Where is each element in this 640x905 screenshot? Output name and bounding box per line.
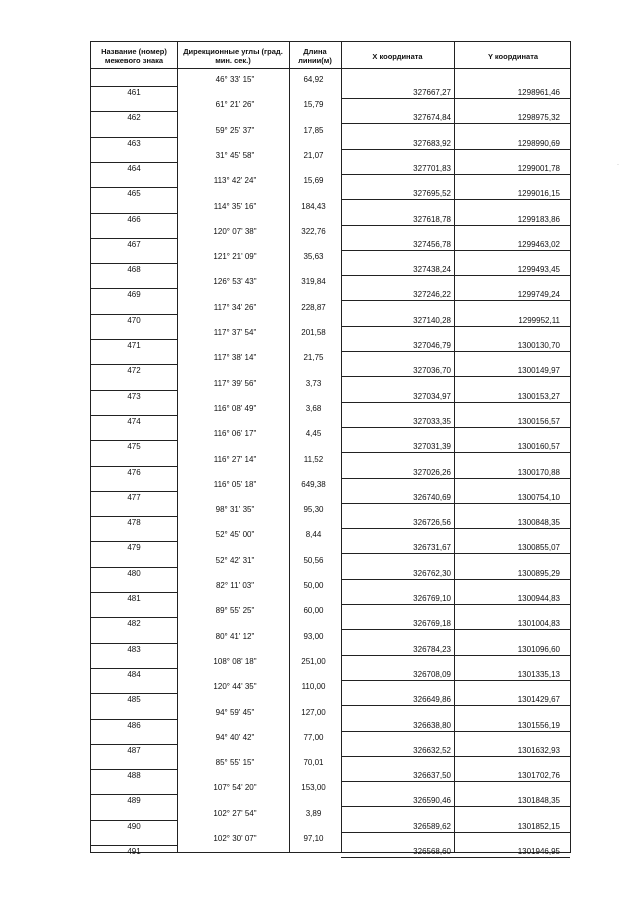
row-divider [91,466,177,467]
segment-length: 8,44 [305,530,322,540]
segment-length: 127,00 [301,707,326,717]
point-x: 326649,86 [413,695,451,705]
segment-length: 4,45 [305,429,322,439]
row-divider [91,794,177,795]
segment-angle: 126° 53' 43" [213,277,257,287]
point-x: 326740,69 [413,492,451,502]
row-divider [91,643,177,644]
scan-mark: · [617,162,619,168]
point-x: 327456,78 [413,239,451,249]
row-divider [341,655,570,656]
point-y: 1300156,57 [517,416,560,426]
point-name: 488 [127,771,141,781]
point-y: 1300149,97 [517,366,560,376]
segment-length: 21,75 [303,353,324,363]
segment-angle: 82° 11' 03" [215,581,255,590]
segment-angle: 117° 39' 56" [213,378,257,388]
row-divider [91,769,177,770]
point-x: 327701,83 [413,163,451,173]
point-name: 475 [127,442,141,452]
point-name: 472 [127,366,141,376]
point-name: 485 [127,695,141,705]
row-divider [341,225,570,226]
point-name: 490 [127,821,141,831]
segment-angle: 52° 42' 31" [215,555,255,565]
point-name: 487 [127,745,141,755]
point-y: 1299493,45 [517,265,560,275]
segment-angle: 117° 38' 14" [213,353,257,363]
segment-length: 649,38 [301,479,326,489]
point-name: 489 [127,796,141,806]
point-y: 1301946,95 [517,847,560,856]
point-name: 464 [127,163,141,173]
row-divider [91,617,177,618]
point-y: 1300848,35 [517,518,560,528]
row-divider [341,832,570,833]
segment-length: 97,10 [303,834,324,843]
segment-length: 251,00 [301,656,326,666]
point-y: 1299183,86 [517,214,560,224]
row-divider [91,162,177,163]
point-x: 326762,30 [413,568,451,578]
point-x: 327031,39 [413,442,451,452]
row-divider [91,86,177,87]
point-x: 327033,35 [413,416,451,426]
point-y: 1300855,07 [517,543,560,553]
point-name: 481 [127,594,141,603]
point-y: 1300160,57 [517,442,560,452]
point-x: 326726,56 [413,518,451,528]
point-x: 327438,24 [413,265,451,275]
point-x: 327046,79 [413,341,451,350]
row-divider [91,288,177,289]
point-x: 326769,10 [413,594,451,603]
segment-angle: 102° 30' 07" [213,834,257,843]
row-divider [91,390,177,391]
segment-angle: 113° 42' 24" [213,176,257,186]
point-x: 326784,23 [413,644,451,654]
segment-length: 184,43 [301,201,326,211]
point-y: 1300944,83 [517,594,560,603]
point-name: 474 [127,416,141,426]
row-divider [91,693,177,694]
row-divider [341,351,570,352]
row-divider [341,300,570,301]
segment-angle: 46° 33' 15" [215,75,255,84]
point-y: 1300153,27 [517,391,560,401]
row-divider [91,491,177,492]
point-x: 326590,46 [413,796,451,806]
row-divider [341,478,570,479]
segment-length: 35,63 [303,252,324,262]
row-divider [91,592,177,593]
row-divider [341,98,570,99]
segment-length: 3,68 [305,403,322,413]
row-divider [91,567,177,568]
row-divider [91,744,177,745]
row-divider [341,452,570,453]
header-x: X координата [372,51,423,61]
segment-angle: 80° 41' 12" [215,631,255,641]
point-y: 1301632,93 [517,745,560,755]
segment-length: 15,69 [303,176,324,186]
row-divider [341,781,570,782]
point-y: 1299016,15 [517,189,560,199]
row-divider [341,528,570,529]
point-x: 327674,84 [413,113,451,123]
segment-angle: 85° 55' 15" [215,758,255,768]
point-y: 1299463,02 [517,239,560,249]
point-y: 1298961,46 [517,88,560,97]
point-name: 462 [127,113,141,123]
row-divider [91,440,177,441]
point-name: 479 [127,543,141,553]
point-y: 1299749,24 [517,290,560,300]
point-x: 327683,92 [413,138,451,148]
row-divider [91,137,177,138]
point-x: 327618,78 [413,214,451,224]
point-name: 466 [127,214,141,224]
segment-length: 319,84 [301,277,326,287]
row-divider [91,314,177,315]
point-y: 1301848,35 [517,796,560,806]
point-x: 327140,28 [413,315,451,325]
segment-length: 322,76 [301,226,326,236]
point-y: 1300754,10 [517,492,560,502]
segment-angle: 31° 45' 58" [215,150,255,160]
segment-angle: 116° 27' 14" [213,454,257,464]
point-y: 1300130,70 [517,341,560,350]
row-divider [91,415,177,416]
point-name: 480 [127,568,141,578]
segment-length: 17,85 [303,125,324,135]
segment-angle: 52° 45' 00" [215,530,255,540]
point-y: 1301335,13 [517,669,560,679]
point-name: 478 [127,518,141,528]
row-divider [341,629,570,630]
row-divider [341,731,570,732]
segment-length: 70,01 [303,758,324,768]
segment-length: 15,79 [303,100,324,110]
segment-angle: 108° 08' 18" [213,656,257,666]
point-x: 326731,67 [413,543,451,553]
row-divider [91,339,177,340]
point-y: 1299001,78 [517,163,560,173]
segment-length: 50,00 [303,581,324,590]
row-divider [341,579,570,580]
row-divider [341,553,570,554]
segment-length: 11,52 [303,454,324,464]
segment-length: 153,00 [301,783,326,793]
segment-angle: 121° 21' 09" [213,252,257,262]
row-divider [91,364,177,365]
column-divider [289,42,290,852]
point-x: 326708,09 [413,669,451,679]
header-length: Длина линии(м) [298,47,332,65]
point-name: 467 [127,239,141,249]
row-divider [91,263,177,264]
row-divider [341,680,570,681]
segment-angle: 116° 08' 49" [213,403,257,413]
segment-angle: 116° 05' 18" [213,479,257,489]
row-divider [341,756,570,757]
segment-angle: 89° 55' 25" [215,606,255,616]
segment-angle: 59° 25' 37" [215,125,255,135]
point-name: 483 [127,644,141,654]
point-x: 326589,62 [413,821,451,831]
point-y: 1301852,15 [517,821,560,831]
point-x: 327034,97 [413,391,451,401]
segment-angle: 120° 07' 38" [213,226,257,236]
point-y: 1301096,60 [517,644,560,654]
row-divider [91,820,177,821]
segment-angle: 120° 44' 35" [213,682,257,692]
point-x: 327667,27 [413,88,451,97]
row-divider [91,187,177,188]
point-name: 470 [127,315,141,325]
point-y: 1300895,29 [517,568,560,578]
row-divider [341,705,570,706]
row-divider [91,213,177,214]
point-name: 461 [127,88,141,97]
point-x: 327695,52 [413,189,451,199]
point-y: 1301702,76 [517,771,560,781]
point-name: 473 [127,391,141,401]
point-x: 326769,18 [413,619,451,629]
point-name: 463 [127,138,141,148]
row-divider [91,516,177,517]
point-y: 1298990,69 [517,138,560,148]
segment-length: 21,07 [303,150,324,160]
point-y: 1301429,67 [517,695,560,705]
point-name: 484 [127,669,141,679]
coordinates-table [90,41,571,856]
point-name: 468 [127,265,141,275]
point-y: 1299952,11 [518,315,560,325]
row-divider [91,668,177,669]
point-name: 471 [127,341,141,350]
row-divider [341,250,570,251]
row-divider [341,376,570,377]
segment-length: 228,87 [301,302,326,312]
segment-angle: 102° 27' 54" [213,808,257,818]
point-name: 482 [127,619,141,629]
segment-angle: 61° 21' 26" [215,100,255,110]
point-name: 486 [127,720,141,730]
point-y: 1301004,83 [517,619,560,629]
point-name: 477 [127,492,141,502]
row-divider [341,123,570,124]
point-y: 1301556,19 [517,720,560,730]
row-divider [341,326,570,327]
header-y: Y координата [487,51,539,61]
segment-length: 110,00 [301,682,326,692]
segment-length: 60,00 [303,606,324,616]
row-divider [341,427,570,428]
segment-length: 3,73 [305,378,322,388]
segment-length: 77,00 [303,732,324,742]
row-divider [341,503,570,504]
row-divider [341,149,570,150]
segment-angle: 116° 06' 17" [213,429,257,439]
segment-angle: 107° 54' 20" [213,783,257,793]
segment-length: 95,30 [303,505,324,515]
point-x: 327026,26 [413,467,451,477]
header-name: Название (номер) межевого знака [101,47,167,65]
point-y: 1300170,88 [517,467,560,477]
segment-length: 3,89 [305,808,322,818]
segment-length: 64,92 [303,75,324,84]
segment-angle: 94° 59' 45" [215,707,255,717]
row-divider [341,174,570,175]
segment-length: 93,00 [303,631,324,641]
row-divider [341,275,570,276]
row-divider [91,845,177,846]
row-divider [341,402,570,403]
row-divider [91,541,177,542]
point-x: 326568,60 [413,847,451,856]
row-divider [91,238,177,239]
point-name: 465 [127,189,141,199]
row-divider [341,199,570,200]
row-divider [341,857,570,858]
row-divider [91,111,177,112]
header-divider [91,68,570,69]
segment-length: 201,58 [301,328,326,337]
segment-angle: 117° 37' 54" [213,328,257,337]
row-divider [341,806,570,807]
segment-angle: 117° 34' 26" [213,302,257,312]
point-x: 326637,50 [413,771,451,781]
column-divider [177,42,178,852]
point-name: 469 [127,290,141,300]
header-angle: Дирекционные углы (град. мин. сек.) [183,47,283,65]
point-y: 1298975,32 [517,113,560,123]
segment-angle: 94° 40' 42" [215,732,255,742]
point-x: 326638,80 [413,720,451,730]
point-name: 491 [127,847,141,856]
row-divider [341,604,570,605]
segment-angle: 114° 35' 16" [213,201,257,211]
point-x: 327036,70 [413,366,451,376]
row-divider [91,719,177,720]
segment-length: 50,56 [303,555,324,565]
point-x: 327246,22 [413,290,451,300]
segment-angle: 98° 31' 35" [215,505,255,515]
point-name: 476 [127,467,141,477]
point-x: 326632,52 [413,745,451,755]
